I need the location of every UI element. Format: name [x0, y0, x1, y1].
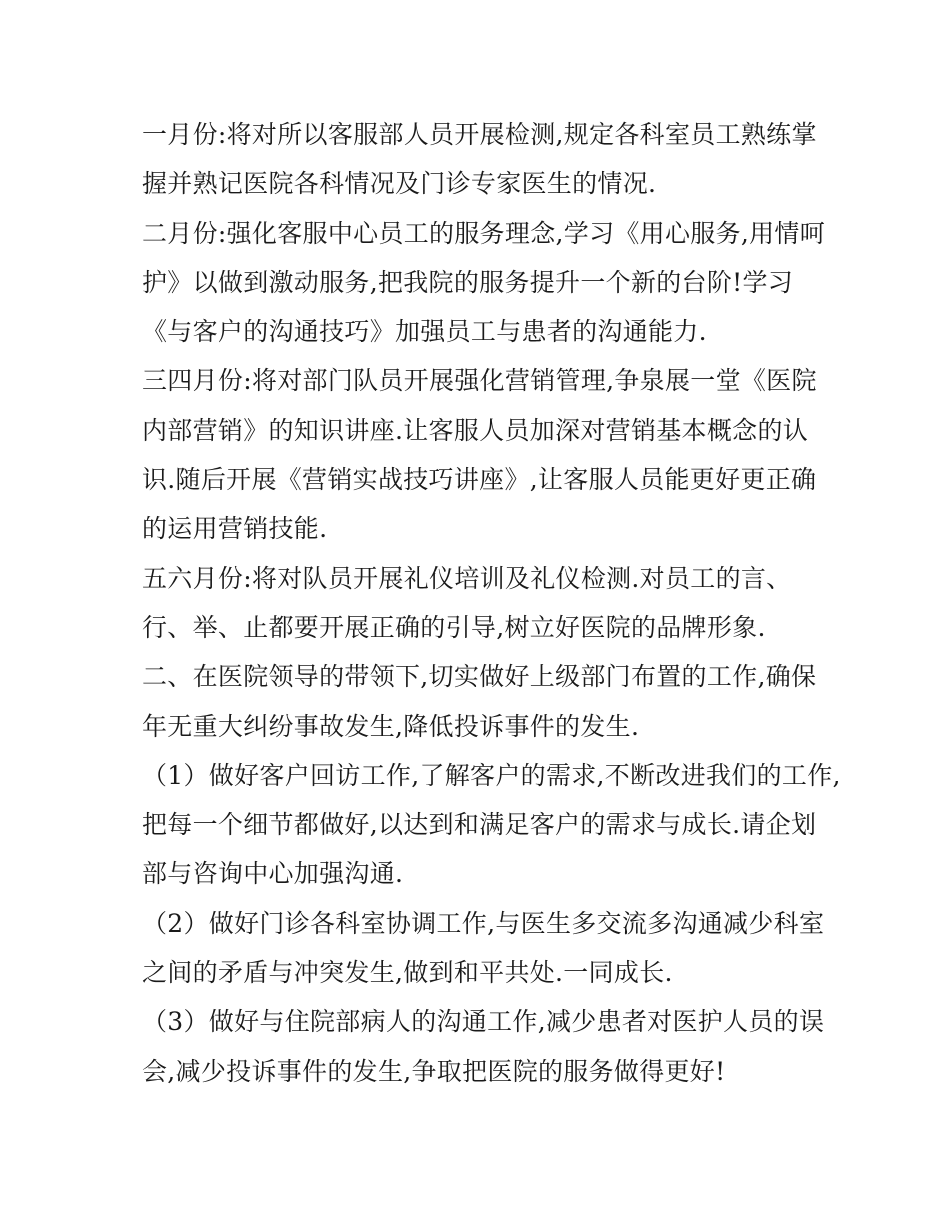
text-line: 之间的矛盾与冲突发生,做到和平共处.一同成长. [142, 958, 673, 988]
text-line: 三四月份:将对部门队员开展强化营销管理,争泉展一堂《医院 [142, 366, 817, 396]
text-line: 《与客户的沟通技巧》加强员工与患者的沟通能力. [142, 317, 707, 347]
text-line: 五六月份:将对队员开展礼仪培训及礼仪检测.对员工的言、 [142, 563, 792, 593]
text-line: 把每一个细节都做好,以达到和满足客户的需求与成长.请企划 [142, 810, 817, 840]
text-line: 行、举、止都要开展正确的引导,树立好医院的品牌形象. [142, 612, 766, 642]
text-line: 内部营销》的知识讲座.让客服人员加深对营销基本概念的认 [142, 415, 809, 445]
text-line: 的运用营销技能. [142, 514, 328, 544]
text-line: （1）做好客户回访工作,了解客户的需求,不断改进我们的工作, [142, 760, 841, 790]
text-line: （2）做好门诊各科室协调工作,与医生多交流多沟通减少科室 [142, 908, 825, 938]
text-line: 会,减少投诉事件的发生,争取把医院的服务做得更好! [142, 1056, 726, 1086]
text-line: 二、在医院领导的带领下,切实做好上级部门布置的工作,确保 [142, 662, 817, 692]
text-line: 一月份:将对所以客服部人员开展检测,规定各科室员工熟练掌 [142, 120, 817, 149]
text-line: 年无重大纠纷事故发生,降低投诉事件的发生. [142, 711, 640, 741]
text-line: 识.随后开展《营销实战技巧讲座》,让客服人员能更好更正确 [142, 465, 817, 495]
text-line: 握并熟记医院各科情况及门诊专家医生的情况. [142, 169, 657, 199]
text-line: 部与咨询中心加强沟通. [142, 859, 404, 889]
text-line: 护》以做到激动服务,把我院的服务提升一个新的台阶!学习 [142, 267, 794, 297]
document-body [142, 110, 841, 1096]
text-line: 二月份:强化客服中心员工的服务理念,学习《用心服务,用情呵 [142, 218, 826, 248]
text-line: （3）做好与住院部病人的沟通工作,减少患者对医护人员的误 [142, 1007, 825, 1037]
